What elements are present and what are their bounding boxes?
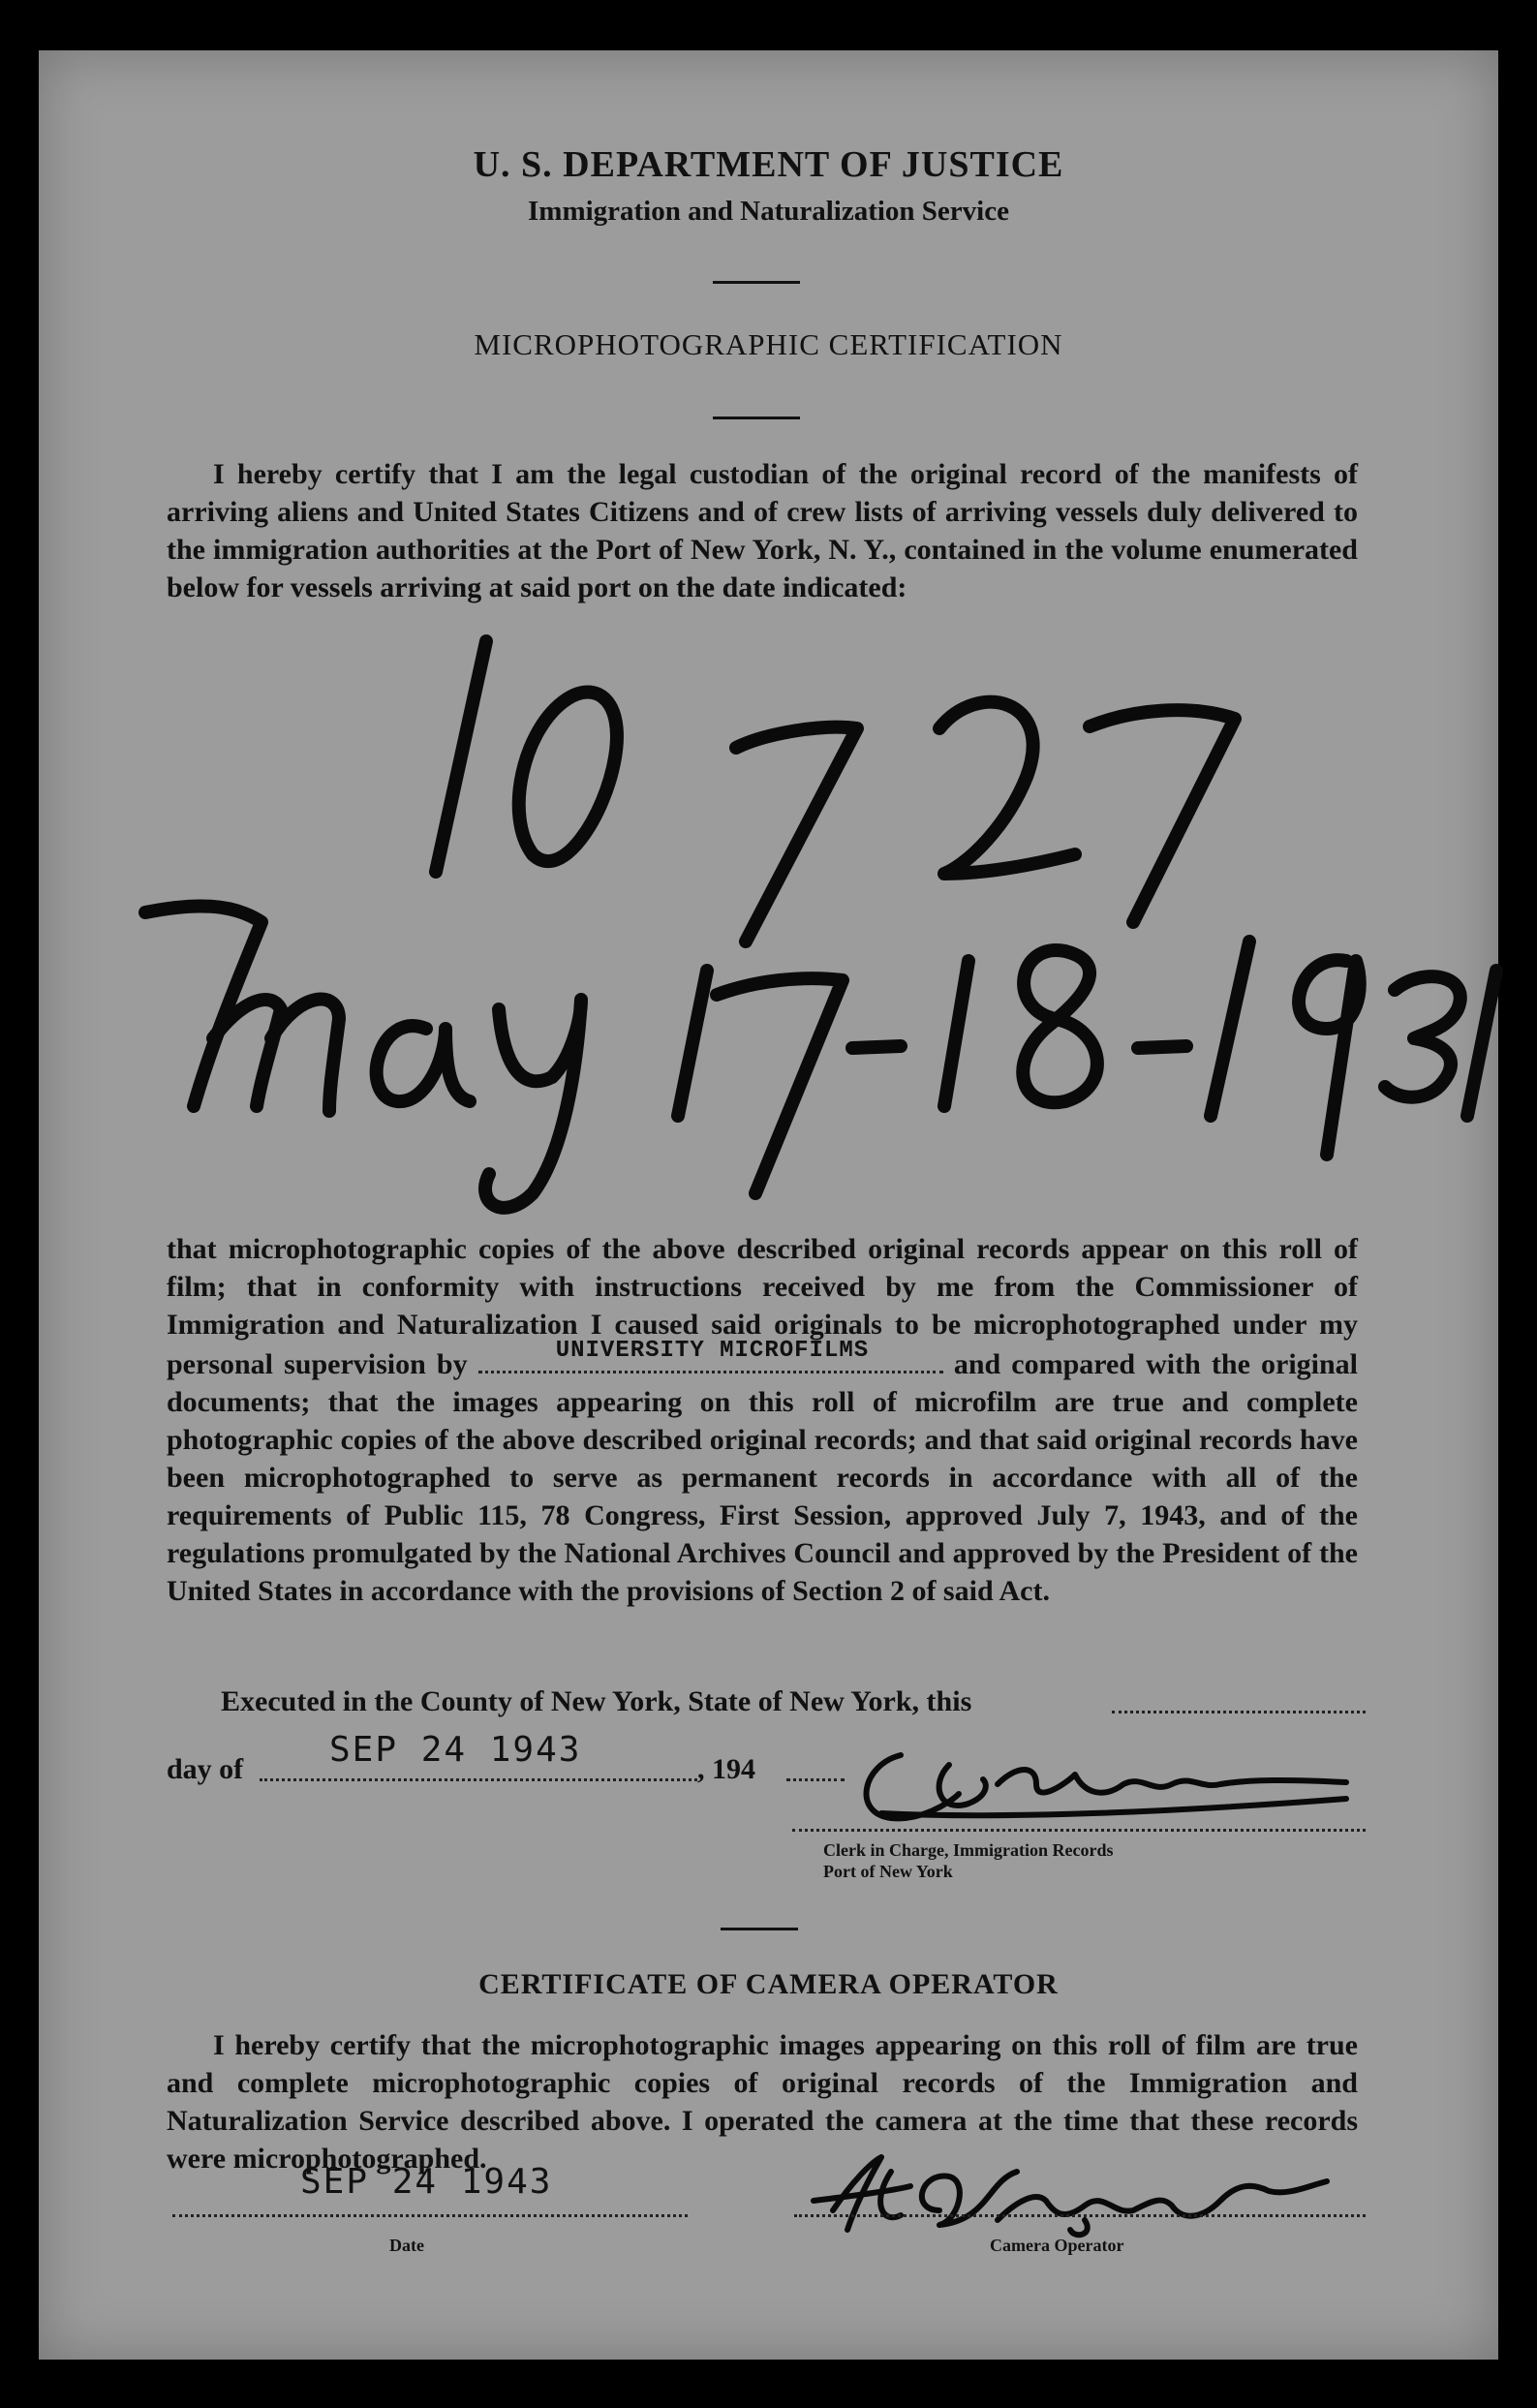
service-subheading: Immigration and Naturalization Service <box>528 196 1009 227</box>
year-blank <box>786 1778 845 1781</box>
camera-operator-signature <box>794 2143 1337 2239</box>
microfilm-company: UNIVERSITY MICROFILMS <box>555 1338 870 1364</box>
divider <box>721 1928 798 1930</box>
microfilm-company-blank <box>478 1338 943 1374</box>
year-prefix: , 194 <box>697 1753 755 1785</box>
divider <box>713 417 800 419</box>
executed-day-blank <box>1112 1711 1366 1713</box>
clerk-title-line2: Port of New York <box>823 1862 953 1881</box>
conformity-paragraph-rest: and compared with the original documents; that the images appearing on this roll of microfilm are true and complete photographic copies of the above described original records; and that said original records have been microphotographed to serve as permanent records in accordance with all of the requirements of Public 115, 78 Congress, First Session, approved July 7, 1943, and of the regulations promulgated by the National Archives Council and approved by the President of the United States in accordance with the provisions of Section 2 of said Act. <box>167 1348 1359 1607</box>
clerk-signature <box>843 1726 1366 1833</box>
certification-title: MICROPHOTOGRAPHIC CERTIFICATION <box>474 327 1063 361</box>
clerk-signature-line <box>792 1829 1366 1832</box>
camera-operator-title: CERTIFICATE OF CAMERA OPERATOR <box>478 1968 1059 2000</box>
executed-text: Executed in the County of New York, State of New York, this <box>221 1685 972 1717</box>
camera-date-stamp: SEP 24 1943 <box>300 2162 553 2202</box>
conformity-paragraph-lead: that microphotographic copies of the above described original records appear on this roll of film; that in conformity with instructions received by me from the Commissioner of Immigration and Naturalization I caused said originals to be microphotographed under my personal supervision by <box>167 1233 1358 1380</box>
custodian-paragraph: I hereby certify that I am the legal custodian of the original record of the manifests of arriving aliens and United States Citizens and of crew lists of arriving vessels duly delivered to the immigration authorities at the Port of New York, N. Y., contained in the volume enumerated below for vessels arriving at said port on the date indicated: <box>167 458 1358 603</box>
handwritten-volume-number <box>397 612 1317 903</box>
camera-operator-signature-line <box>794 2214 1366 2217</box>
camera-date-label: Date <box>389 2236 424 2255</box>
day-of-label: day of <box>167 1753 244 1785</box>
day-of-blank <box>260 1778 697 1781</box>
certificate-sheet <box>39 50 1498 2360</box>
clerk-title-line1: Clerk in Charge, Immigration Records <box>823 1840 1114 1860</box>
conformity-paragraph <box>167 1230 1358 1610</box>
divider <box>713 281 800 284</box>
execution-date-stamp: SEP 24 1943 <box>329 1730 582 1770</box>
camera-date-line <box>172 2214 688 2217</box>
camera-operator-label: Camera Operator <box>990 2236 1124 2255</box>
camera-operator-paragraph: I hereby certify that the microphotographic images appearing on this roll of film are true and complete microphotographic copies of original records of the Immigration and Naturalization Service described above. I operated the camera at the time that these records were microphotographed. <box>167 2029 1358 2175</box>
department-heading: U. S. DEPARTMENT OF JUSTICE <box>473 144 1064 185</box>
handwritten-arrival-dates <box>136 883 1511 1232</box>
